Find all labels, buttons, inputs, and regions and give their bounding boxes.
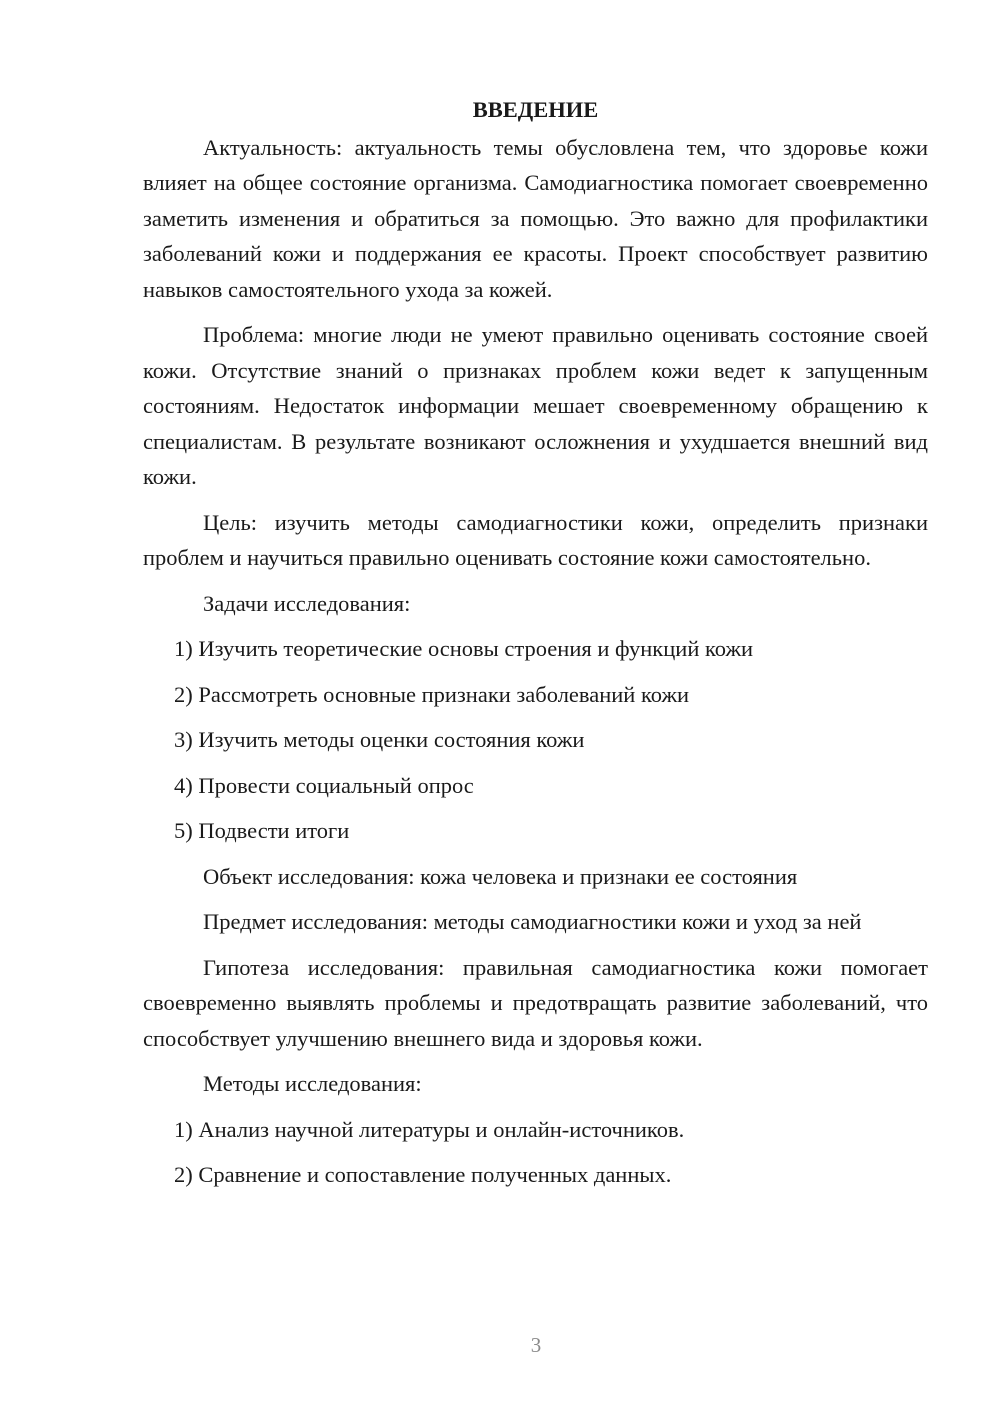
hypothesis-paragraph: Гипотеза исследования: правильная самодиагностика кожи помогает своевременно выявлять проблемы и предотвращать развитие заболеваний, что способствует улучшению внешнего вида и здоровья кожи. — [143, 954, 928, 1051]
document-page — [143, 92, 928, 1203]
page-number: 3 — [530, 1333, 542, 1357]
tasks-list — [143, 631, 928, 849]
tasks-title: Задачи исследования: — [203, 590, 411, 616]
relevance-paragraph: Актуальность: актуальность темы обусловлена тем, что здоровье кожи влияет на общее состояние организма. Самодиагностика помогает своевременно заметить изменения и обратиться за помощью. Это важно для профилактики заболеваний кожи и поддержания ее красоты. Проект способствует развитию навыков самостоятельного ухода за кожей. — [143, 134, 928, 302]
goal-paragraph: Цель: изучить методы самодиагностики кожи, определить признаки проблем и научиться правильно оценивать состояние кожи самостоятельно. — [143, 509, 928, 570]
section-heading: ВВЕДЕНИЕ — [472, 97, 599, 122]
methods-list — [143, 1112, 928, 1193]
list-item: 2) Рассмотреть основные признаки заболеваний кожи — [174, 681, 690, 707]
subject-paragraph: Предмет исследования: методы самодиагностики кожи и уход за ней — [203, 909, 862, 934]
methods-title: Методы исследования: — [203, 1071, 422, 1096]
problem-paragraph: Проблема: многие люди не умеют правильно оценивать состояние своей кожи. Отсутствие знаний о признаках проблем кожи ведет к запущенным состояниям. Недостаток информации мешает своевременному обращению к специалистам. В результате возникают осложнения и ухудшается внешний вид кожи. — [143, 322, 928, 489]
list-item: 5) Подвести итоги — [174, 818, 350, 843]
list-item: 2) Сравнение и сопоставление полученных данных. — [174, 1162, 672, 1187]
list-item: 1) Изучить теоретические основы строения и функций кожи — [174, 636, 754, 661]
list-item: 1) Анализ научной литературы и онлайн-источников. — [174, 1116, 685, 1142]
list-item: 3) Изучить методы оценки состояния кожи — [174, 727, 585, 752]
object-paragraph: Объект исследования: кожа человека и признаки ее состояния — [203, 863, 798, 889]
list-item: 4) Провести социальный опрос — [174, 772, 474, 798]
